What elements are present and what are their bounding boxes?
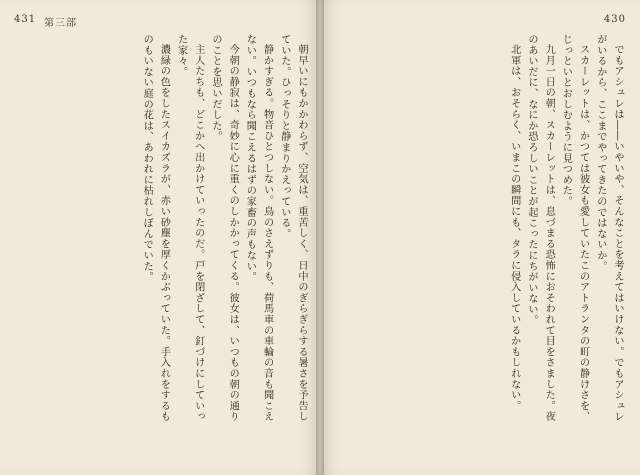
paragraph: 北軍は、おそらく、いまこの瞬間にも、タラに侵入しているかもしれない。 xyxy=(508,44,520,412)
right-page-body xyxy=(334,34,626,429)
paragraph: 今朝の静寂は、奇妙に心に重くのしかかってくる。彼女は、いつもの朝の通りのことを思いだした。 xyxy=(209,34,239,423)
running-head: 第三部 xyxy=(44,18,77,29)
paragraph: 主人たちも、どこかへ出かけていったのだ。戸を閉ざして、釘づけにしていった家々。 xyxy=(175,34,204,423)
paragraph: でもアシュレは――いやいや、そんなことを考えてはいけない。でもアシュレがいるから、ここまでやってきたのではないか。 xyxy=(594,34,623,423)
page-number-right: 430 xyxy=(603,14,626,25)
left-page-body xyxy=(18,34,310,429)
paragraph: 濃緑の色をしたスイカズラが、赤い砂塵を厚くかぶっていた。手入れをするものもいない庭の花は、あわれに枯れしぼんでいた。 xyxy=(141,34,170,423)
book-gutter xyxy=(316,0,324,475)
page-number-left: 431 xyxy=(14,14,37,25)
paragraph: 静かすぎる。物音ひとつしない。鳥のさえずりも、荷馬車の車輪の音も聞こえない。いつもなら聞こえるはずの家畜の声もない。 xyxy=(244,34,273,423)
paragraph: スカーレットは、かつては彼女も愛していたこのアトランタの町の静けさを、じっといとおしむように見つめた。 xyxy=(560,34,589,423)
right-page xyxy=(320,0,640,475)
paragraph: 朝早いにもかかわらず、空気は、重苦しく、日中のぎらぎらする暑さを予告していた。ひっそりと静まりかえっている。 xyxy=(278,34,307,423)
paragraph: 九月一日の朝、スカーレットは、息づまる恐怖におそわれて目をさました。夜のあいだに、なにか恐ろしいことが起こったにちがいない。 xyxy=(525,34,555,423)
